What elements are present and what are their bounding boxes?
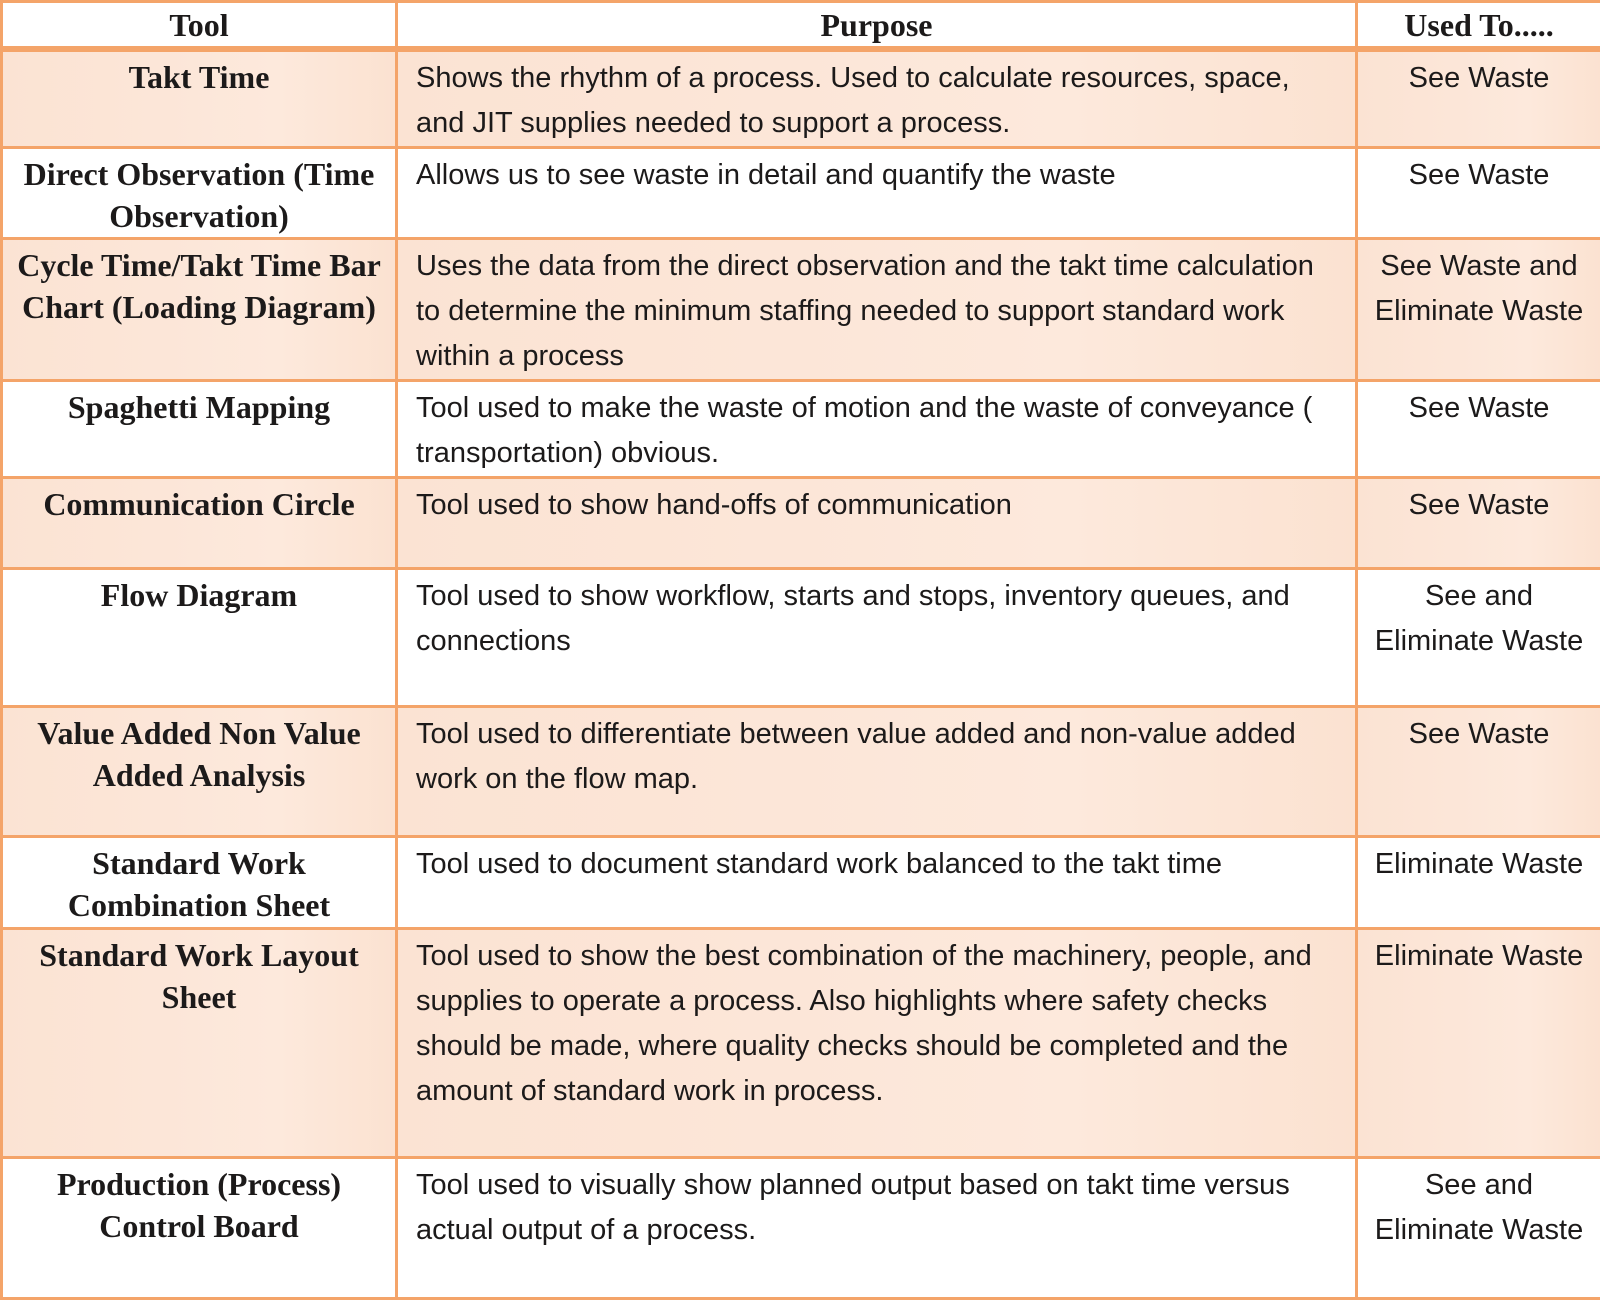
header-purpose: Purpose — [397, 2, 1357, 50]
used-for-cell: See Waste — [1357, 381, 1600, 478]
purpose-cell: Tool used to make the waste of motion and the waste of conveyance ( transportation) obvious. — [397, 381, 1357, 478]
purpose-cell: Tool used to show workflow, starts and stops, inventory queues, and connections — [397, 569, 1357, 707]
purpose-cell: Shows the rhythm of a process. Used to calculate resources, space, and JIT supplies needed to support a process. — [397, 49, 1357, 148]
tool-cell: Direct Observation (Time Observation) — [2, 148, 397, 239]
table-row — [2, 148, 1600, 239]
tool-cell: Cycle Time/Takt Time Bar Chart (Loading Diagram) — [2, 239, 397, 381]
purpose-cell: Tool used to differentiate between value added and non-value added work on the flow map. — [397, 707, 1357, 837]
tool-cell: Production (Process) Control Board — [2, 1158, 397, 1299]
used-for-cell: See Waste and Eliminate Waste — [1357, 239, 1600, 381]
table-row — [2, 569, 1600, 707]
tool-cell: Standard Work Layout Sheet — [2, 929, 397, 1158]
used-for-cell: Eliminate Waste — [1357, 837, 1600, 929]
table-row — [2, 837, 1600, 929]
table-row — [2, 381, 1600, 478]
purpose-cell: Tool used to show the best combination of the machinery, people, and supplies to operate a process. Also highlights where safety checks should be made, where quality checks should be completed and the amount of standard work in process. — [397, 929, 1357, 1158]
tool-cell: Takt Time — [2, 49, 397, 148]
tool-cell: Flow Diagram — [2, 569, 397, 707]
used-for-cell: See Waste — [1357, 478, 1600, 569]
table-row — [2, 478, 1600, 569]
table-row — [2, 239, 1600, 381]
used-for-cell: See Waste — [1357, 707, 1600, 837]
used-for-cell: See and Eliminate Waste — [1357, 569, 1600, 707]
tool-cell: Communication Circle — [2, 478, 397, 569]
header-row — [2, 2, 1600, 50]
table-row — [2, 49, 1600, 148]
table-row — [2, 1158, 1600, 1299]
tool-cell: Standard Work Combination Sheet — [2, 837, 397, 929]
purpose-cell: Tool used to document standard work balanced to the takt time — [397, 837, 1357, 929]
purpose-cell: Uses the data from the direct observation and the takt time calculation to determine the minimum staffing needed to support standard work within a process — [397, 239, 1357, 381]
used-for-cell: See Waste — [1357, 148, 1600, 239]
used-for-cell: Eliminate Waste — [1357, 929, 1600, 1158]
header-tool: Tool — [2, 2, 397, 50]
table-row — [2, 707, 1600, 837]
header-used: Used To..... — [1357, 2, 1600, 50]
purpose-cell: Allows us to see waste in detail and quantify the waste — [397, 148, 1357, 239]
used-for-cell: See and Eliminate Waste — [1357, 1158, 1600, 1299]
tool-cell: Spaghetti Mapping — [2, 381, 397, 478]
purpose-cell: Tool used to visually show planned output based on takt time versus actual output of a process. — [397, 1158, 1357, 1299]
used-for-cell: See Waste — [1357, 49, 1600, 148]
table-row — [2, 929, 1600, 1158]
tool-cell: Value Added Non Value Added Analysis — [2, 707, 397, 837]
purpose-cell: Tool used to show hand-offs of communication — [397, 478, 1357, 569]
